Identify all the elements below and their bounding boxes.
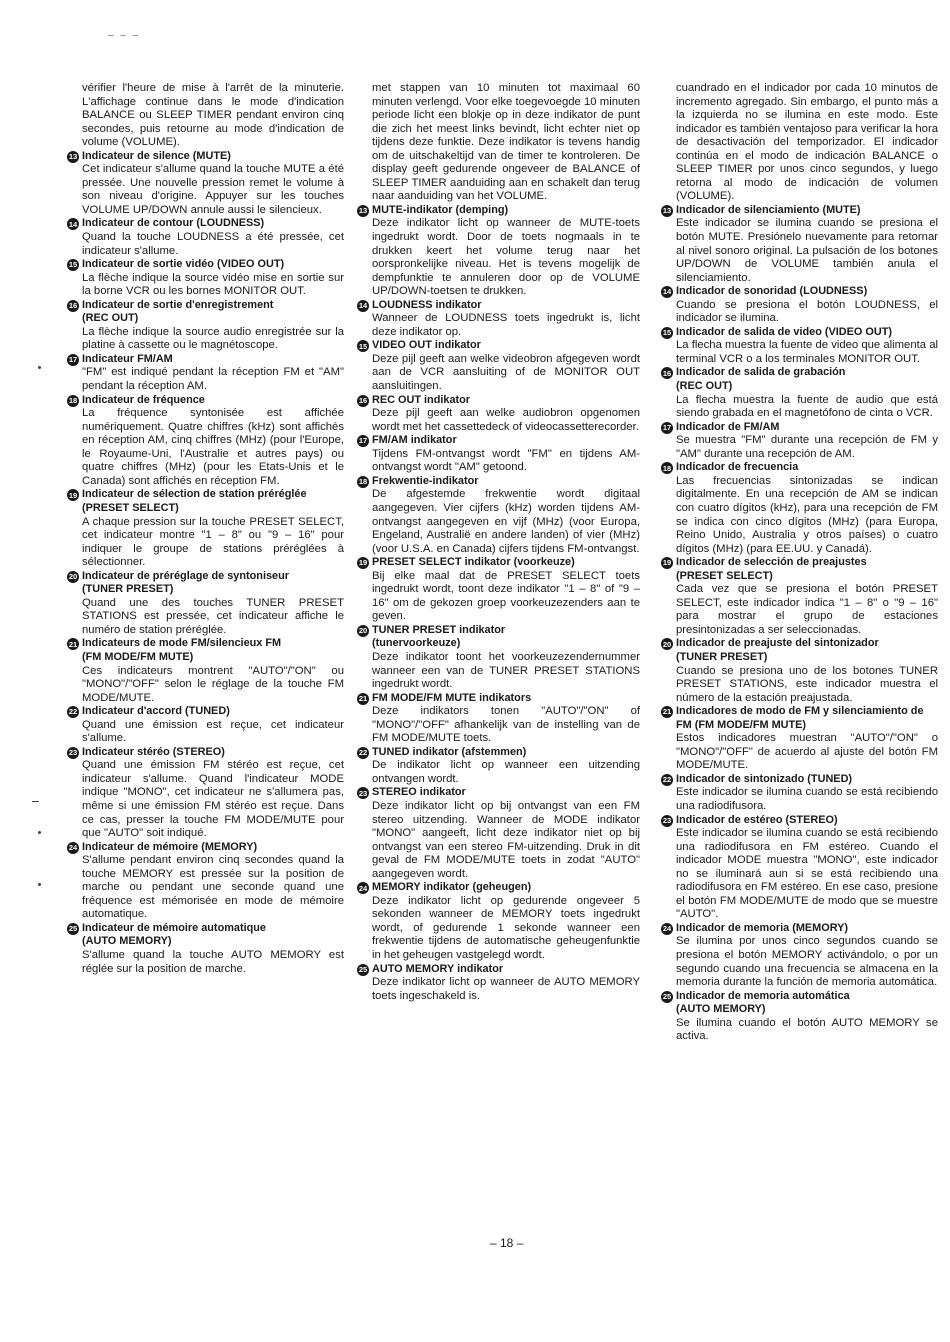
item-number-badge: 24	[358, 883, 368, 893]
indicator-item	[358, 881, 640, 962]
indicator-title: Indicateur de silence (MUTE)	[82, 149, 231, 162]
indicator-description: De afgestemde frekwentie wordt digitaal aangegeven. Vier cijfers (kHz) worden tijdens AM-ontvangst aangegeven en vijf (MHz) (voor Europa, Engeland, Australië en andere landen) of vier (MHz) (voor U.S.A. en Canada) cijfers tijdens FM-ontvangst.	[372, 488, 640, 555]
indicator-title: LOUDNESS indikator	[372, 298, 482, 311]
indicator-heading	[358, 881, 640, 895]
indicator-item	[68, 921, 344, 976]
indicator-title: Indicateur de préréglage de syntoniseur (TUNER PRESET)	[82, 569, 289, 596]
indicator-heading	[662, 325, 938, 340]
indicator-item	[68, 569, 344, 638]
indicator-heading	[68, 298, 344, 326]
indicator-title: Indicateur de mémoire (MEMORY)	[82, 840, 258, 853]
indicator-description: Se ilumina cuando el botón AUTO MEMORY se activa.	[676, 1016, 938, 1043]
indicator-heading	[68, 217, 344, 231]
indicator-description: Este indicador se ilumina cuando se presiona el botón MUTE. Presiónelo nuevamente para retornar al nivel sonoro original. La pulsación de los botones UP/DOWN de VOLUME también anula el silenciamiento.	[676, 217, 938, 284]
indicator-heading	[358, 474, 640, 489]
item-number-badge: 18	[358, 477, 368, 487]
indicator-title: Indicador de memoria automática (AUTO MEMORY)	[676, 989, 850, 1016]
indicator-heading	[662, 556, 938, 583]
item-number-badge: 19	[358, 558, 368, 568]
column-dutch	[358, 82, 640, 1003]
indicator-title: TUNED indikator (afstemmen)	[372, 745, 527, 758]
indicator-description: La flecha muestra la fuente de video que alimenta al terminal VCR o a los terminales MONITOR OUT.	[676, 339, 938, 365]
indicator-description: Ces indicateurs montrent "AUTO"/"ON" ou "MONO"/"OFF" selon le réglage de la touche FM MODE/MUTE.	[82, 664, 344, 704]
indicator-description: Quand une des touches TUNER PRESET STATIONS est pressée, cet indicateur affiche le numéro de station préréglée.	[82, 596, 344, 636]
indicator-description: Cuando se presiona el botón LOUDNESS, el indicador se ilumina.	[676, 298, 938, 325]
indicator-title: Indicador de preajuste del sintonizador (TUNER PRESET)	[676, 637, 879, 663]
item-number-badge: 15	[68, 260, 78, 270]
item-number-badge: 21	[358, 693, 368, 703]
indicator-heading	[358, 623, 640, 651]
indicator-description: Wanneer de LOUDNESS toets ingedrukt is, licht deze indikator op.	[372, 312, 640, 338]
indicator-description: La flèche indique la source audio enregistrée sur la platine à cassette ou le magnétoscope.	[82, 325, 344, 352]
indicator-description: Tijdens FM-ontvangst wordt "FM" en tijdens AM-ontvangst wordt "AM" getoond.	[372, 447, 640, 474]
indicator-item	[662, 461, 938, 556]
item-number-badge: 13	[68, 151, 78, 161]
indicator-heading	[662, 989, 938, 1017]
item-number-badge: 21	[68, 639, 78, 649]
indicator-item	[358, 691, 640, 746]
indicator-description: Se muestra "FM" durante una recepción de FM y "AM" durante una recepción de AM.	[676, 434, 938, 460]
item-number-badge: 22	[68, 707, 78, 717]
indicator-heading	[662, 921, 938, 936]
item-number-badge: 25	[358, 964, 368, 974]
indicator-title: Indicador de salida de video (VIDEO OUT)	[676, 325, 893, 338]
indicator-description: A chaque pression sur la touche PRESET SELECT, cet indicateur montre "1 – 8" ou "9 – 16" pour indiquer le groupe de stations préréglées à sélectionner.	[82, 515, 344, 569]
indicator-description: Deze indikators tonen "AUTO"/"ON" of "MONO"/"OFF" afhankelijk van de instelling van de FM MODE/MUTE toets.	[372, 705, 640, 745]
indicator-description: La fréquence syntonisée est affichée numériquement. Quatre chiffres (kHz) sont affichés en réception AM, cinq chiffres (MHz) (pour l'Europe, le Royaume-Uni, l'Australie et autres pays) ou quatre chiffres (MHz) (pour les Etats-Unis et le Canada) sont affichés en réception FM.	[82, 407, 344, 487]
indicator-heading	[662, 203, 938, 218]
item-number-badge: 24	[662, 924, 672, 934]
indicator-description: Deze indikator licht op wanneer de AUTO MEMORY toets ingeschakeld is.	[372, 976, 640, 1002]
indicator-item	[358, 298, 640, 340]
item-number-badge: 20	[358, 626, 368, 636]
item-number-badge: 23	[662, 815, 672, 825]
indicator-title: Indicador de sintonizado (TUNED)	[676, 772, 853, 785]
indicator-description: Quand une émission est reçue, cet indicateur s'allume.	[82, 718, 344, 745]
indicator-item	[358, 556, 640, 624]
intro-paragraph: met stappen van 10 minuten tot maximaal 60 minuten verlengd. Voor elke toegevoegde 10 minuten periode licht een blokje op in deze indikator de punt die zich het meest links bevindt, licht echter niet op tijdens deze funktie. Deze indikator is tevens handig om de uitschakeltijd van de timer te kontroleren. De display geeft gedurende ongeveer de BALANCE of SLEEP TIMER aanduiding aan en schakelt dan terug naar aanduiding van het VOLUME.	[372, 82, 640, 203]
indicator-list	[358, 203, 640, 1003]
indicator-title: Indicador de selección de preajustes (PRESET SELECT)	[676, 556, 867, 582]
item-number-badge: 20	[662, 639, 672, 649]
indicator-item	[662, 772, 938, 814]
indicator-heading	[68, 637, 344, 664]
indicator-heading	[662, 813, 938, 828]
indicator-item	[662, 556, 938, 637]
scan-mark	[32, 801, 39, 802]
indicator-description: Deze indikator licht op wanneer de MUTE-toets ingedrukt wordt. Door de toets nogmaals in te drukken keert het volume terug naar het oorspronkelijke niveau. Het is tevens mogelijk de dempfunktie te annuleren door op de VOLUME UP/DOWN-toetsen te drukken.	[372, 217, 640, 298]
item-number-badge: 22	[662, 775, 672, 785]
indicator-title: MUTE-indikator (demping)	[372, 203, 509, 216]
indicator-item	[68, 393, 344, 489]
indicator-description: Las frecuencias sintonizadas se indican digitalmente. En una recepción de AM se indican con cuatro dígitos (kHz), para una recepción de FM se indica con cinco dígitos (MHz) (para Europa, Reino Unido, Australia y otros países) o cuatro dígitos (MHz) (para EE.UU. y Canadá).	[676, 474, 938, 555]
item-number-badge: 15	[358, 341, 368, 351]
indicator-description: Quand la touche LOUDNESS a été pressée, cet indicateur s'allume.	[82, 231, 344, 257]
indicator-description: Deze indikator toont het voorkeuzezendernummer wanneer een van de TUNER PRESET STATIONS ingedrukt wordt.	[372, 650, 640, 691]
indicator-item	[662, 203, 938, 285]
item-number-badge: 17	[662, 422, 672, 432]
indicator-title: FM/AM indikator	[372, 434, 457, 447]
indicator-heading	[662, 772, 938, 787]
indicator-item	[68, 258, 344, 299]
indicator-heading	[68, 840, 344, 855]
indicator-description: Estos indicadores muestran "AUTO"/"ON" o "MONO"/"OFF" de acuerdo al ajuste del botón FM MODE/MUTE.	[676, 732, 938, 772]
indicator-title: Indicador de sonoridad (LOUDNESS)	[676, 285, 868, 298]
indicator-description: Cada vez que se presiona el botón PRESET SELECT, este indicador indica "1 – 8" o "9 – 16" para mostrar el grupo de estaciones presintonizadas a ser seleccionadas.	[676, 583, 938, 636]
item-number-badge: 13	[358, 206, 368, 216]
indicator-item	[68, 488, 344, 569]
indicator-title: Indicador de salida de grabación (REC OUT)	[676, 366, 846, 393]
indicator-heading	[68, 569, 344, 597]
indicator-title: Indicador de frecuencia	[676, 461, 799, 474]
indicator-item	[662, 813, 938, 922]
indicator-description: Bij elke maal dat de PRESET SELECT toets ingedrukt wordt, toont deze indikator "1 – 8" of "9 – 16" om de gekozen groep voorkeuzezenders aan te geven.	[372, 569, 640, 623]
indicator-title: Indicateur de sélection de station préréglée (PRESET SELECT)	[82, 488, 307, 514]
item-number-badge: 25	[662, 991, 672, 1001]
indicator-title: Indicateurs de mode FM/silencieux FM (FM MODE/FM MUTE)	[82, 637, 282, 663]
indicator-description: "FM" est indiqué pendant la réception FM et "AM" pendant la réception AM.	[82, 366, 344, 393]
indicator-title: Indicateur de fréquence	[82, 393, 205, 406]
indicator-title: Indicador de FM/AM	[676, 420, 780, 433]
indicator-title: Indicadores de modo de FM y silenciamiento de FM (FM MODE/FM MUTE)	[676, 705, 924, 731]
indicator-description: Este indicador se ilumina cuando se está recibiendo una radiodifusora.	[676, 786, 938, 812]
indicator-description: Deze indikator licht op bij ontvangst van een FM stereo uitzending. Wanneer de MODE indikator "MONO" aangeeft, licht deze indikator niet op bij ontvangst van een stereo FM-uitzending. Druk in dit geval de FM MODE/MUTE toets in zodat "AUTO" aangegeven wordt.	[372, 799, 640, 880]
indicator-title: FM MODE/FM MUTE indikators	[372, 691, 532, 704]
item-number-badge: 17	[68, 355, 78, 365]
item-number-badge: 17	[358, 436, 368, 446]
indicator-heading	[68, 149, 344, 164]
indicator-description: S'allume pendant environ cinq secondes quand la touche MEMORY est pressée sur la position de marche ou pendant une seconde quand une fréquence est mémorisée en mode de mémoire automatique.	[82, 854, 344, 921]
indicator-heading	[68, 393, 344, 408]
indicator-item	[68, 217, 344, 258]
indicator-item	[662, 420, 938, 462]
indicator-item	[358, 474, 640, 556]
indicator-item	[358, 339, 640, 393]
intro-paragraph: cuandrado en el indicador por cada 10 minutos de incremento agregado. Sin embargo, el punto más a la izquierda no se ilumina en este modo. Este indicador es también ventajoso para verificar la hora de desactivación del temporizador. El indicador continúa en el modo de indicación BALANCE o SLEEP TIMER por unos cinco segundos, y luego retorna al modo de indicación de volumen (VOLUME).	[676, 82, 938, 203]
indicator-title: AUTO MEMORY indikator	[372, 962, 504, 975]
indicator-item	[662, 989, 938, 1044]
indicator-title: Indicateur de contour (LOUDNESS)	[82, 217, 265, 230]
indicator-heading	[662, 705, 938, 732]
indicator-heading	[662, 366, 938, 393]
indicator-heading	[662, 285, 938, 299]
indicator-description: Deze pijl geeft aan welke videobron afgegeven wordt aan de VCR aansluiting of de MONITOR OUT aansluitingen.	[372, 352, 640, 393]
indicator-item	[662, 705, 938, 773]
item-number-badge: 24	[68, 842, 78, 852]
item-number-badge: 21	[662, 707, 672, 717]
indicator-heading	[358, 434, 640, 448]
item-number-badge: 16	[662, 368, 672, 378]
indicator-title: STEREO indikator	[372, 786, 466, 799]
column-spanish	[662, 82, 938, 1044]
item-number-badge: 19	[662, 558, 672, 568]
item-number-badge: 23	[68, 748, 78, 758]
indicator-heading	[68, 921, 344, 949]
indicator-description: Se ilumina por unos cinco segundos cuando se presiona el botón MEMORY activándolo, o por un segundo cuando una frecuencia se almacena en la memoria durante la función de memoria automática.	[676, 935, 938, 989]
indicator-item	[358, 623, 640, 692]
item-number-badge: 16	[68, 300, 78, 310]
item-number-badge: 19	[68, 490, 78, 500]
indicator-title: MEMORY indikator (geheugen)	[372, 881, 532, 894]
indicator-description: La flèche indique la source vidéo mise en sortie sur la borne VCR ou les bornes MONITOR OUT.	[82, 271, 344, 298]
indicator-heading	[358, 339, 640, 353]
indicator-item	[358, 203, 640, 299]
indicator-description: De indikator licht op wanneer een uitzending ontvangen wordt.	[372, 759, 640, 785]
indicator-item	[68, 149, 344, 218]
item-number-badge: 18	[662, 463, 672, 473]
indicator-heading	[358, 962, 640, 977]
indicator-title: Indicateur de mémoire automatique (AUTO MEMORY)	[82, 921, 266, 948]
scan-mark	[38, 883, 41, 886]
indicator-item	[662, 921, 938, 990]
indicator-description: Deze indikator licht op gedurende ongeveer 5 sekonden wanneer de MEMORY toets ingedrukt wordt, of gedurende 1 sekonde wanneer een frekwentie tijdens de automatische geheugenfunktie in het geheugen vastgelegd wordt.	[372, 894, 640, 961]
indicator-list	[662, 203, 938, 1044]
indicator-heading	[358, 203, 640, 218]
item-number-badge: 25	[68, 924, 78, 934]
indicator-description: S'allume quand la touche AUTO MEMORY est réglée sur la position de marche.	[82, 949, 344, 975]
indicator-title: PRESET SELECT indikator (voorkeuze)	[372, 556, 575, 569]
indicator-list	[68, 149, 344, 976]
indicator-heading	[358, 556, 640, 570]
indicator-item	[662, 325, 938, 367]
item-number-badge: 14	[662, 287, 672, 297]
indicator-heading	[358, 745, 640, 760]
indicator-title: Indicateur FM/AM	[82, 352, 173, 365]
indicator-heading	[662, 461, 938, 475]
indicator-item	[358, 786, 640, 881]
column-french	[68, 82, 344, 976]
indicator-heading	[358, 691, 640, 706]
indicator-description: Deze pijl geeft aan welke audiobron opgenomen wordt met het cassettedeck of videocassetterecorder.	[372, 407, 640, 433]
indicator-title: Indicateur d'accord (TUNED)	[82, 705, 230, 718]
indicator-item	[68, 298, 344, 353]
indicator-title: Indicateur de sortie vidéo (VIDEO OUT)	[82, 258, 285, 271]
item-number-badge: 15	[662, 328, 672, 338]
indicator-heading	[358, 298, 640, 313]
indicator-item	[358, 434, 640, 475]
indicator-description: Quand une émission FM stéréo est reçue, cet indicateur s'allume. Quand l'indicateur MODE indique "MONO", cet indicateur ne s'allumera pas, même si une émission FM stéréo est reçue. Dans ce cas, presser la touche FM MODE/MUTE pour que "AUTO" soit indiqué.	[82, 759, 344, 840]
indicator-title: Indicateur de sortie d'enregistrement (REC OUT)	[82, 298, 274, 325]
indicator-title: VIDEO OUT indikator	[372, 339, 481, 352]
indicator-description: La flecha muestra la fuente de audio que está siendo grabada en el magnetófono de cinta o VCR.	[676, 393, 938, 420]
indicator-item	[68, 705, 344, 746]
indicator-heading	[662, 420, 938, 435]
indicator-heading	[68, 705, 344, 719]
indicator-title: Frekwentie-indikator	[372, 474, 479, 487]
indicator-item	[68, 745, 344, 841]
item-number-badge: 23	[358, 788, 368, 798]
indicator-item	[662, 637, 938, 705]
scan-mark	[38, 831, 41, 834]
indicator-heading	[662, 637, 938, 664]
indicator-item	[358, 962, 640, 1004]
indicator-title: Indicador de memoria (MEMORY)	[676, 921, 849, 934]
indicator-heading	[358, 786, 640, 800]
indicator-item	[68, 637, 344, 705]
indicator-description: Este indicador se ilumina cuando se está recibiendo una radiodifusora en FM estéreo. Cuando el indicador MODE muestra "MONO", este indicador no se iluminará aun si se está recibiendo una radiodifusora en FM estéreo. En ese caso, presione el botón FM MODE/MUTE de modo que se muestre "AUTO".	[676, 827, 938, 921]
indicator-heading	[68, 258, 344, 272]
item-number-badge: 13	[662, 206, 672, 216]
indicator-item	[68, 352, 344, 394]
item-number-badge: 14	[358, 300, 368, 310]
indicator-title: Indicateur stéréo (STEREO)	[82, 745, 225, 758]
indicator-item	[68, 840, 344, 922]
page-number: – 18 –	[490, 1236, 524, 1250]
top-mark: – – –	[108, 30, 141, 41]
indicator-heading	[68, 352, 344, 367]
indicator-item	[358, 745, 640, 787]
indicator-heading	[358, 393, 640, 408]
indicator-description: Cuando se presiona uno de los botones TUNER PRESET STATIONS, este indicador muestra el número de la estación preajustada.	[676, 664, 938, 704]
intro-paragraph: vérifier l'heure de mise à l'arrêt de la minuterie. L'affichage continue dans le mode d'indication BALANCE ou SLEEP TIMER pendant environ cinq secondes, puis retourne au mode d'indication de volume (VOLUME).	[82, 82, 344, 149]
item-number-badge: 16	[358, 395, 368, 405]
scan-mark	[38, 366, 41, 369]
indicator-heading	[68, 488, 344, 515]
indicator-title: Indicador de silenciamiento (MUTE)	[676, 203, 861, 216]
indicator-heading	[68, 745, 344, 760]
indicator-item	[662, 366, 938, 420]
item-number-badge: 20	[68, 571, 78, 581]
indicator-item	[662, 285, 938, 326]
item-number-badge: 18	[68, 395, 78, 405]
indicator-item	[358, 393, 640, 435]
indicator-title: TUNER PRESET indikator (tunervoorkeuze)	[372, 623, 506, 650]
indicator-title: Indicador de estéreo (STEREO)	[676, 813, 838, 826]
item-number-badge: 22	[358, 748, 368, 758]
indicator-description: Cet indicateur s'allume quand la touche MUTE a été pressée. Une nouvelle pression remet le volume à son niveau d'origine. Appuyer sur les touches VOLUME UP/DOWN annule aussi le silencieux.	[82, 163, 344, 216]
item-number-badge: 14	[68, 219, 78, 229]
indicator-title: REC OUT indikator	[372, 393, 471, 406]
